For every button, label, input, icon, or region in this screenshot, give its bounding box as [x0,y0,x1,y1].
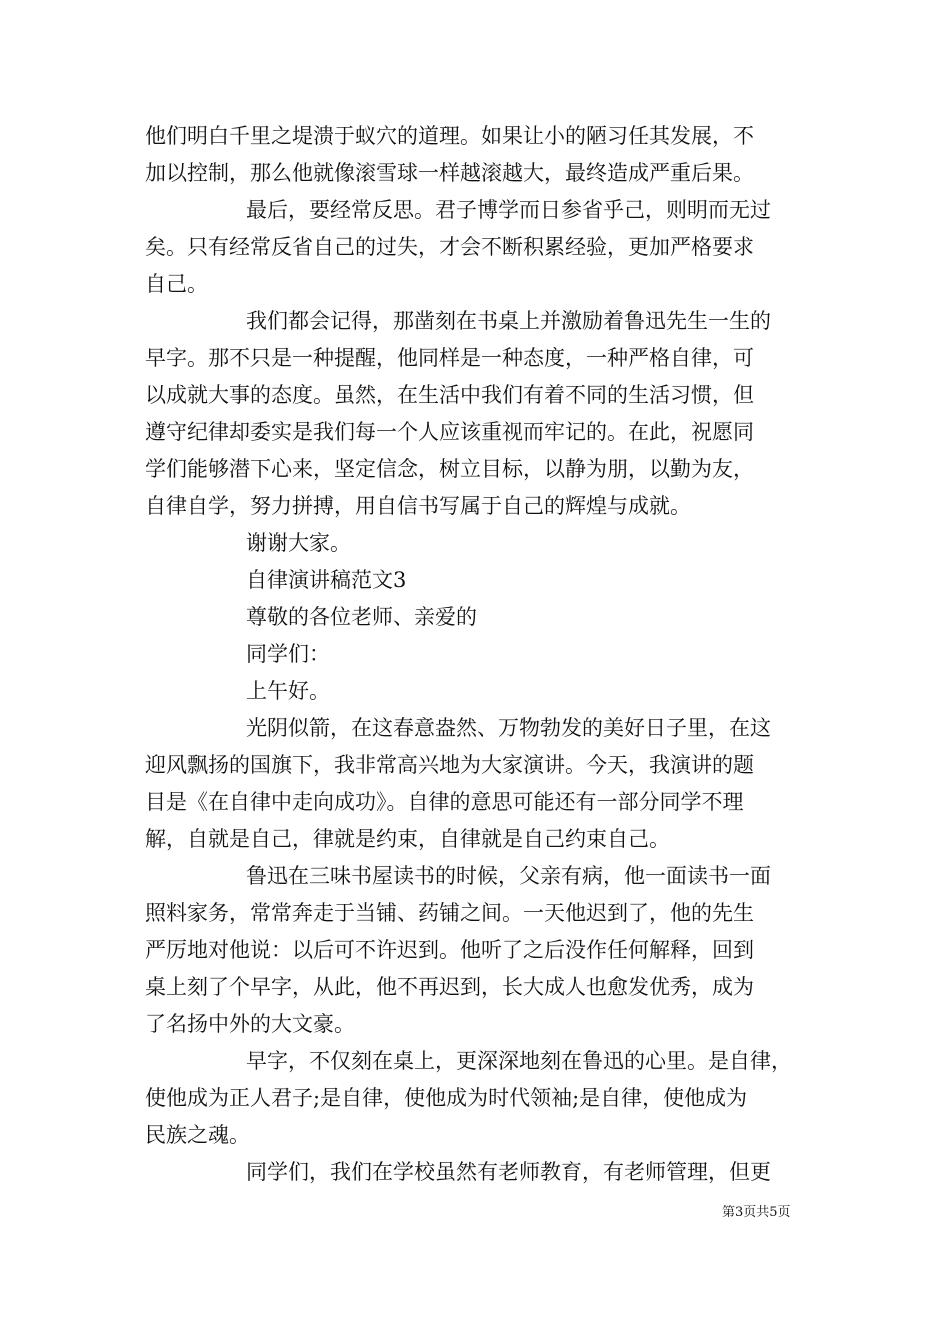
text-line: 目是《在自律中走向成功》。自律的意思可能还有一部分同学不理 [145,790,744,814]
text-line: 照料家务，常常奔走于当铺、药铺之间。一天他迟到了，他的先生 [145,901,754,925]
text-line: 加以控制，那么他就像滚雪球一样越滚越大，最终造成严重后果。 [145,161,754,185]
text-line: 桌上刻了个早字，从此，他不再迟到，长大成人也愈发优秀，成为 [145,975,754,999]
text-line: 早字。那不只是一种提醒，他同样是一种态度，一种严格自律，可 [145,346,754,370]
text-line: 以成就大事的态度。虽然，在生活中我们有着不同的生活习惯，但 [145,383,754,407]
text-line: 了名扬中外的大文豪。 [145,1012,355,1036]
text-line: 光阴似箭，在这春意盎然、万物勃发的美好日子里，在这 [246,716,771,740]
text-line: 民族之魂。 [145,1123,250,1147]
text-line: 他们明白千里之堤溃于蚁穴的道理。如果让小的陋习任其发展，不 [145,124,754,148]
text-line: 遵守纪律却委实是我们每一个人应该重视而牢记的。在此，祝愿同 [145,420,754,444]
text-line: 我们都会记得，那凿刻在书桌上并激励着鲁迅先生一生的 [246,309,771,333]
text-line: 鲁迅在三味书屋读书的时候，父亲有病，他一面读书一面 [246,864,771,888]
text-line: 解，自就是自己，律就是约束，自律就是自己约束自己。 [145,827,670,851]
text-line: 最后，要经常反思。君子博学而日参省乎己，则明而无过 [246,198,771,222]
text-line: 学们能够潜下心来，坚定信念，树立目标，以静为朋，以勤为友， [145,457,754,481]
text-line: 上午好。 [246,679,330,703]
text-line: 早字，不仅刻在桌上，更深深地刻在鲁迅的心里。是自律， [246,1049,792,1073]
text-line: 矣。只有经常反省自己的过失，才会不断积累经验，更加严格要求 [145,235,754,259]
text-line: 自律演讲稿范文3 [246,568,407,592]
body-text [145,118,815,1191]
text-line: 迎风飘扬的国旗下，我非常高兴地为大家演讲。今天，我演讲的题 [145,753,754,777]
text-line: 使他成为正人君子;是自律，使他成为时代领袖;是自律，使他成为 [145,1086,748,1110]
text-line: 尊敬的各位老师、亲爱的 [246,605,477,629]
text-line: 同学们： [246,642,330,666]
text-line: 同学们，我们在学校虽然有老师教育，有老师管理，但更 [246,1160,771,1184]
text-line: 谢谢大家。 [246,531,351,555]
page-number-footer: 第3页共5页 [722,1205,791,1220]
text-line: 严厉地对他说：以后可不许迟到。他听了之后没作任何解释，回到 [145,938,754,962]
text-line: 自律自学，努力拼搏，用自信书写属于自己的辉煌与成就。 [145,494,691,518]
text-line: 自己。 [145,272,208,296]
